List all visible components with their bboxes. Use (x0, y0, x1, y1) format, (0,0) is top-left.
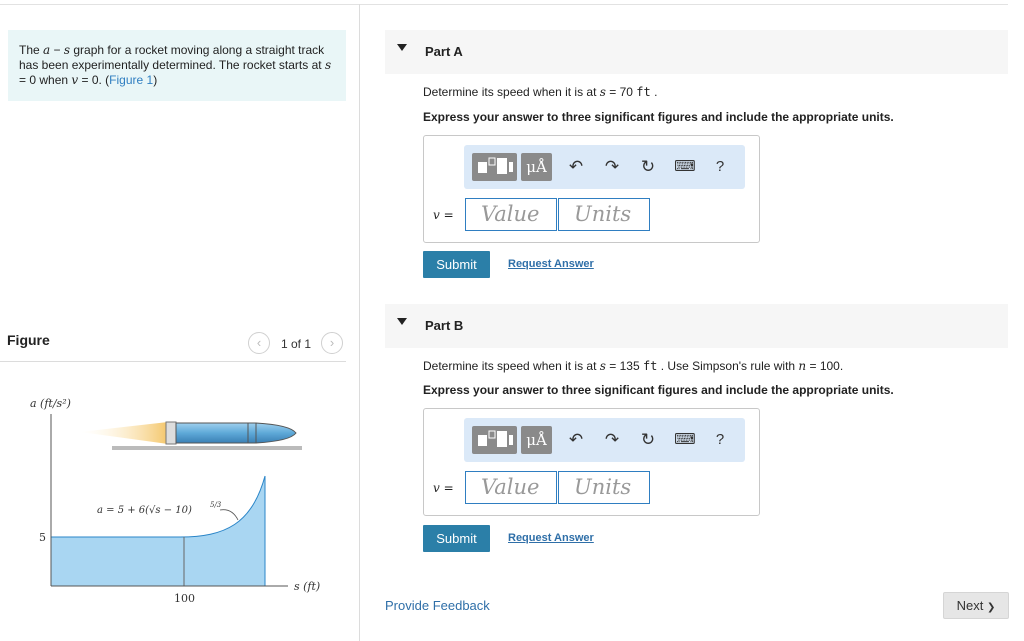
units-symbol-button[interactable]: μÅ (521, 153, 552, 181)
question-text: = 70 (605, 85, 637, 99)
reset-icon[interactable]: ↻ (640, 430, 656, 449)
figure-pager-label: 1 of 1 (281, 337, 312, 351)
units-input[interactable]: Units (558, 198, 650, 231)
keyboard-icon[interactable]: ⌨ (674, 158, 696, 175)
question-unit: ft (636, 85, 651, 99)
part-b-answer-box (423, 408, 760, 516)
part-b-instruction: Express your answer to three significant figures and include the appropriate units. (423, 383, 894, 397)
rocket-track (112, 446, 302, 450)
templates-button[interactable] (472, 426, 517, 454)
caret-down-icon[interactable] (397, 44, 407, 51)
graph-area (51, 476, 265, 586)
var-s: s (599, 359, 606, 373)
part-a-answer-box (423, 135, 760, 243)
redo-icon[interactable]: ↷ (604, 430, 620, 449)
figure-link[interactable]: Figure 1 (109, 73, 154, 87)
part-b-header[interactable] (385, 304, 1008, 348)
x-axis-label: s (ft) (294, 580, 321, 593)
a-s-graph (20, 392, 340, 617)
next-label: Next (956, 598, 984, 613)
variable-label: v = (433, 208, 454, 222)
column-divider (359, 4, 360, 641)
math-toolbar (464, 145, 745, 189)
prev-figure-button[interactable]: ‹ (248, 332, 270, 354)
problem-text: The (19, 43, 44, 57)
problem-text: graph for a rocket moving along a straight track has been experimentally determined. The rocket starts at (19, 43, 325, 72)
keyboard-icon[interactable]: ⌨ (674, 431, 696, 448)
part-a-instruction: Express your answer to three significant figures and include the appropriate units. (423, 110, 894, 124)
undo-icon[interactable]: ↶ (568, 157, 584, 176)
rocket-flame (80, 422, 168, 444)
templates-button[interactable] (472, 153, 517, 181)
var-v: v (71, 73, 79, 87)
value-input[interactable]: Value (465, 471, 557, 504)
problem-text: = 0 when (19, 73, 72, 87)
chevron-right-icon: ❯ (986, 602, 996, 613)
figure-header (0, 326, 346, 362)
templates-icon (472, 426, 517, 454)
question-text: . (650, 85, 658, 99)
reset-icon[interactable]: ↻ (640, 157, 656, 176)
help-icon[interactable]: ? (715, 431, 725, 448)
templates-icon (472, 153, 517, 181)
y-tick-5: 5 (39, 531, 46, 544)
next-button[interactable] (943, 592, 1009, 619)
problem-dash: − (50, 43, 64, 57)
question-text: = 100. (806, 359, 844, 373)
part-a-header[interactable] (385, 30, 1008, 74)
y-axis-label: a (ft/s²) (30, 397, 71, 410)
help-icon[interactable]: ? (715, 158, 725, 175)
question-text: = 135 (605, 359, 643, 373)
next-figure-button[interactable]: › (321, 332, 343, 354)
graph-equation-exponent: 5/3 (210, 501, 222, 509)
part-a-request-answer-link[interactable]: Request Answer (508, 258, 594, 270)
problem-text: = 0. ( (78, 73, 110, 87)
part-b-submit-button[interactable]: Submit (423, 525, 490, 552)
top-divider (0, 4, 1008, 5)
var-s: s (63, 43, 71, 57)
problem-statement (8, 30, 346, 101)
problem-text: ) (153, 73, 158, 87)
part-a-submit-button[interactable]: Submit (423, 251, 490, 278)
redo-icon[interactable]: ↷ (604, 157, 620, 176)
var-n: n (798, 359, 807, 373)
rocket-icon (166, 422, 296, 444)
value-input[interactable]: Value (465, 198, 557, 231)
figure-title: Figure (7, 332, 50, 348)
x-tick-100: 100 (174, 592, 195, 605)
units-input[interactable]: Units (558, 471, 650, 504)
caret-down-icon[interactable] (397, 318, 407, 325)
undo-icon[interactable]: ↶ (568, 430, 584, 449)
math-toolbar (464, 418, 745, 462)
part-a-title: Part A (425, 44, 463, 59)
question-text: . Use Simpson's rule with (657, 359, 799, 373)
units-symbol-button[interactable]: μÅ (521, 426, 552, 454)
part-b-title: Part B (425, 318, 464, 333)
var-s: s (599, 85, 606, 99)
var-s: s (324, 58, 332, 72)
part-b-question (423, 359, 843, 373)
variable-label: v = (433, 481, 454, 495)
part-b-request-answer-link[interactable]: Request Answer (508, 532, 594, 544)
var-a: a (43, 43, 51, 57)
graph-equation: a = 5 + 6(√s − 10) (97, 505, 192, 516)
part-a-question (423, 85, 657, 99)
equation-leader (220, 510, 238, 520)
provide-feedback-link[interactable]: Provide Feedback (385, 598, 490, 613)
question-text: Determine its speed when it is at (423, 359, 600, 373)
question-unit: ft (642, 359, 658, 373)
question-text: Determine its speed when it is at (423, 85, 600, 99)
